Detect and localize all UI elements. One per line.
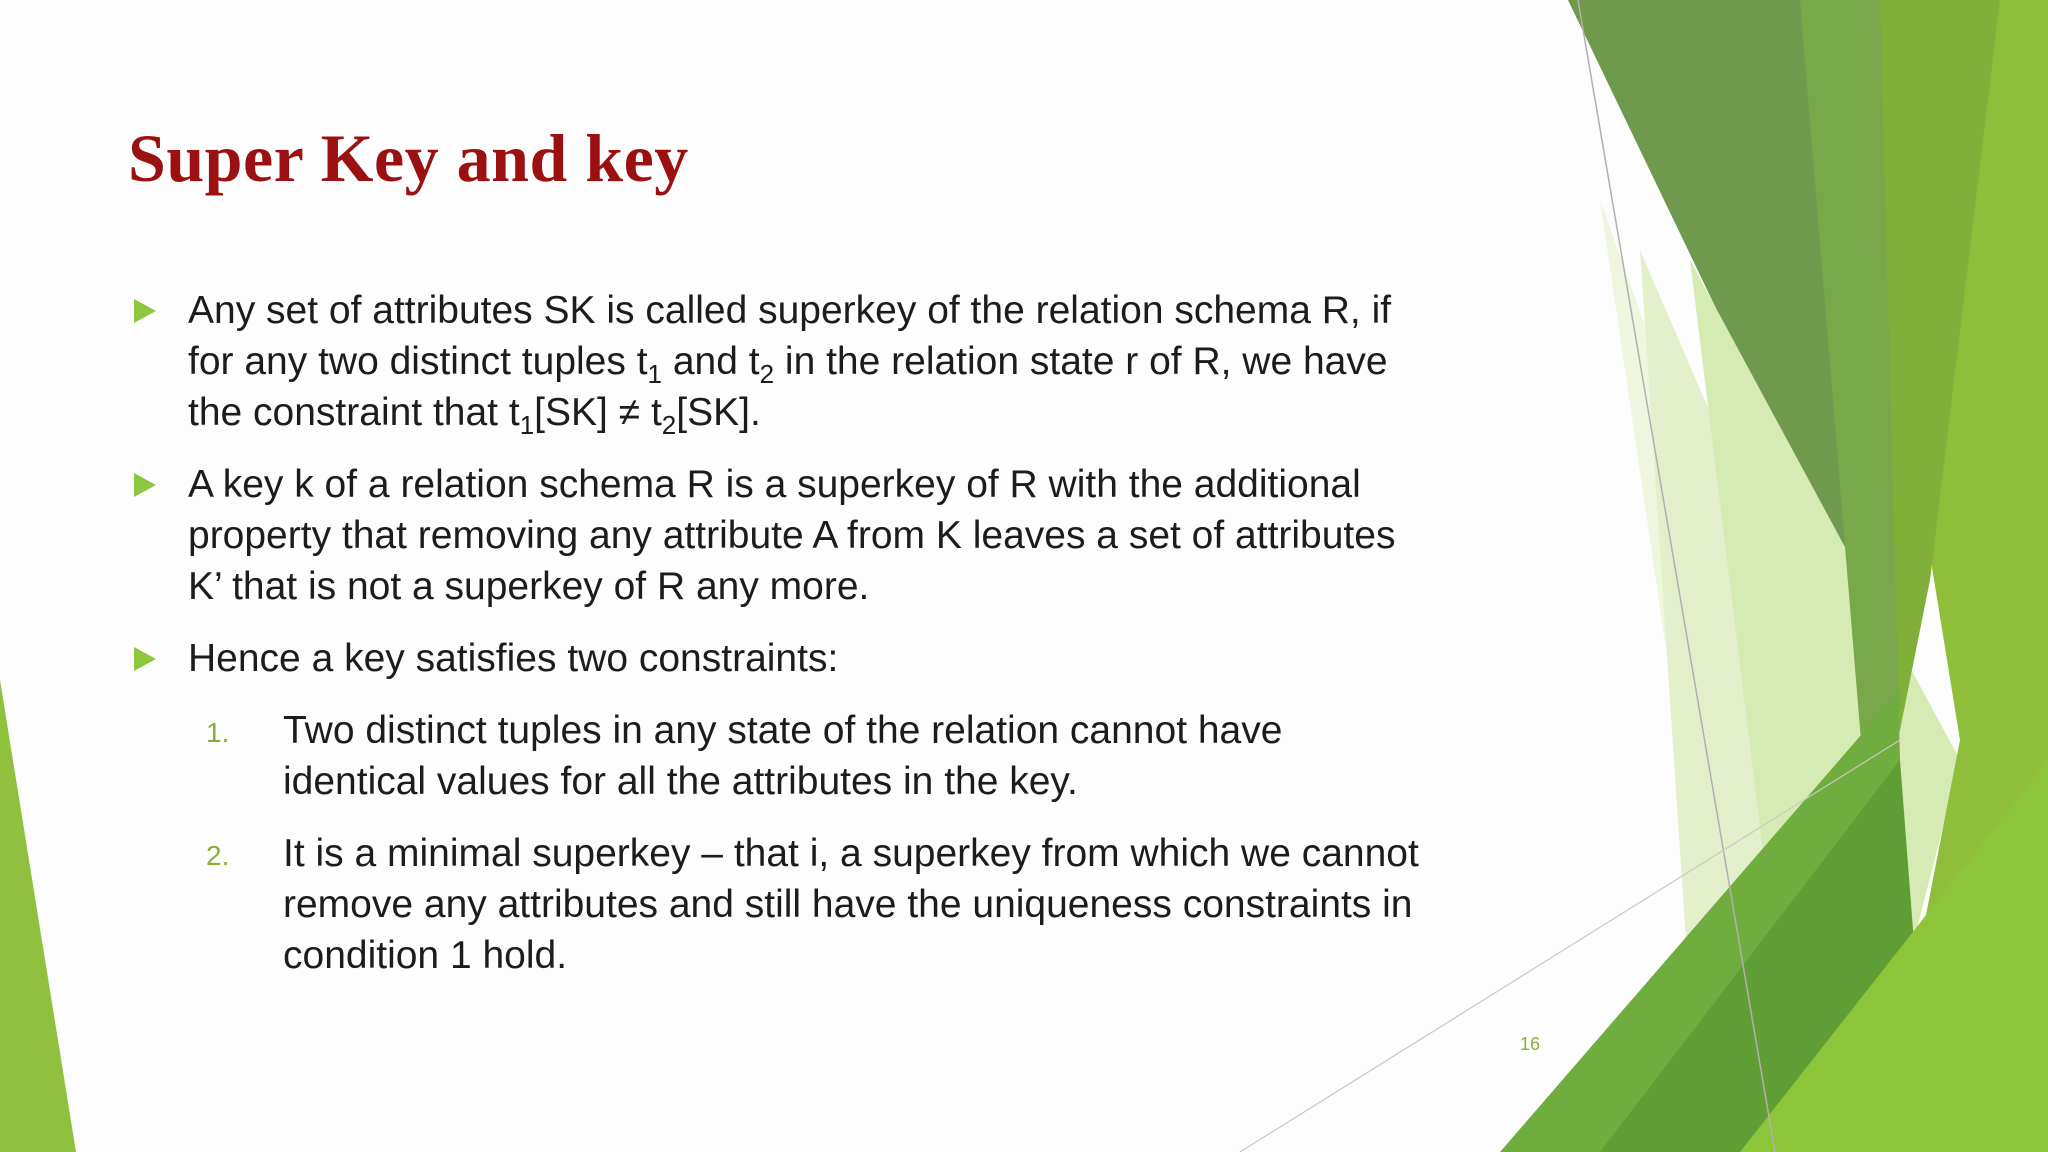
slide-body xyxy=(130,285,1530,1002)
numbered-line: It is a minimal superkey – that i, a superkey from which we cannot xyxy=(283,832,1419,875)
bullet-line: Hence a key satisfies two constraints: xyxy=(188,637,839,680)
bullet-line: for any two distinct tuples $t_1$ and $t_2$ in the relation state r of R, we have xyxy=(188,340,1388,389)
bullet-item xyxy=(130,459,1530,612)
bullet-item xyxy=(130,633,1530,684)
numbered-list xyxy=(130,705,1530,981)
triangle-bullet-icon xyxy=(134,647,156,671)
bullet-line: A key k of a relation schema R is a superkey of R with the additional xyxy=(188,463,1361,506)
bullet-line: the constraint that $t_1[SK] \ne t_2[SK]$. xyxy=(188,391,761,440)
bullet-line: Any set of attributes SK is called superkey of the relation schema R, if xyxy=(188,289,1392,332)
bullet-list xyxy=(130,285,1530,684)
triangle-bullet-icon xyxy=(134,299,156,323)
bullet-item xyxy=(130,285,1530,438)
subscript: 1 xyxy=(519,410,535,440)
page-number: 16 xyxy=(1520,1034,1541,1054)
slide-title: Super Key and key xyxy=(128,120,689,196)
number-label: 1. xyxy=(206,717,230,748)
numbered-line: identical values for all the attributes in the key. xyxy=(283,760,1078,803)
subscript: 2 xyxy=(759,359,775,389)
subscript: 2 xyxy=(661,410,677,440)
numbered-item xyxy=(206,828,1530,981)
numbered-line: Two distinct tuples in any state of the relation cannot have xyxy=(283,709,1283,752)
subscript: 1 xyxy=(647,359,663,389)
facet-left-edge xyxy=(0,680,76,1152)
numbered-item xyxy=(206,705,1530,807)
triangle-bullet-icon xyxy=(134,473,156,497)
number-label: 2. xyxy=(206,840,230,871)
numbered-line: remove any attributes and still have the uniqueness constraints in xyxy=(283,883,1413,926)
numbered-line: condition 1 hold. xyxy=(283,934,568,977)
bullet-line: K’ that is not a superkey of R any more. xyxy=(188,565,870,608)
bullet-line: property that removing any attribute A from K leaves a set of attributes xyxy=(188,514,1396,557)
